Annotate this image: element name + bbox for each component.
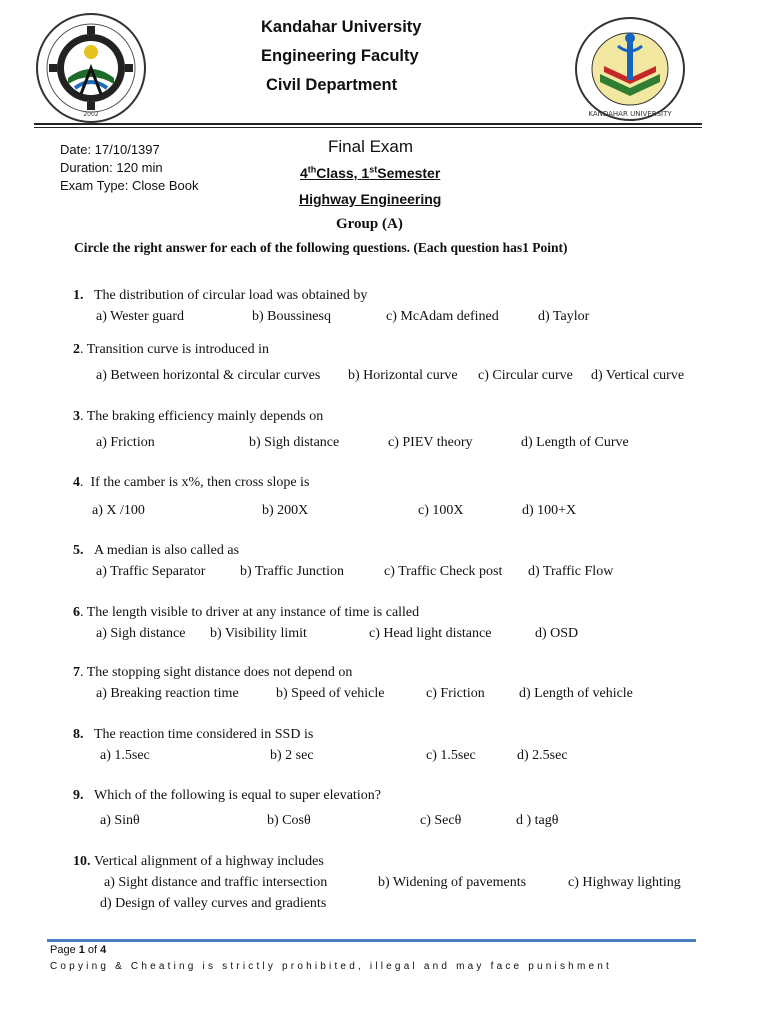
question-10 (73, 854, 324, 870)
q5-option-d[interactable]: d) Traffic Flow (528, 564, 614, 579)
q7-option-a[interactable]: a) Breaking reaction time (96, 686, 239, 701)
q6-option-b[interactable]: b) Visibility limit (210, 626, 307, 641)
page-of: of (84, 944, 101, 956)
footer-divider (47, 939, 696, 942)
header-divider-thin (34, 127, 702, 128)
question-number: 10. (73, 854, 91, 869)
q8-option-b[interactable]: b) 2 sec (270, 748, 314, 763)
question-text: The distribution of circular load was obtained by (94, 288, 368, 303)
question-number: 9. (73, 788, 84, 803)
q10-option-d[interactable]: d) Design of valley curves and gradients (100, 896, 327, 911)
class-label: Class, 1 (316, 165, 370, 181)
exam-duration: Duration: 120 min (60, 160, 163, 175)
header-divider-thick (34, 123, 702, 125)
question-text: . Transition curve is introduced in (80, 342, 269, 357)
exam-date: Date: 17/10/1397 (60, 142, 160, 157)
q9-option-a[interactable]: a) Sinθ (100, 813, 140, 828)
group-label: Group (A) (336, 216, 403, 232)
q6-option-a[interactable]: a) Sigh distance (96, 626, 186, 641)
q3-option-c[interactable]: c) PIEV theory (388, 435, 473, 450)
question-3 (73, 409, 323, 425)
q8-option-a[interactable]: a) 1.5sec (100, 748, 150, 763)
q3-option-a[interactable]: a) Friction (96, 435, 155, 450)
subject-title: Highway Engineering (299, 191, 442, 207)
question-text: A median is also called as (94, 543, 240, 558)
question-9 (73, 788, 381, 804)
question-text: . The length visible to driver at any instance of time is called (80, 605, 420, 620)
faculty-name: Engineering Faculty (261, 47, 419, 65)
q1-option-c[interactable]: c) McAdam defined (386, 309, 499, 324)
left-university-seal (35, 12, 147, 124)
q5-option-a[interactable]: a) Traffic Separator (96, 564, 206, 579)
q2-option-b[interactable]: b) Horizontal curve (348, 368, 458, 383)
question-number: 4 (73, 475, 80, 490)
question-number: 1. (73, 288, 84, 303)
exam-title: Final Exam (328, 137, 414, 156)
left-seal-year: 2002 (83, 111, 99, 118)
q4-option-a[interactable]: a) X /100 (92, 503, 145, 518)
page-number (50, 944, 106, 956)
q5-option-b[interactable]: b) Traffic Junction (240, 564, 344, 579)
q10-option-a[interactable]: a) Sight distance and traffic intersection (104, 875, 328, 890)
q2-option-a[interactable]: a) Between horizontal & circular curves (96, 368, 321, 383)
q4-option-c[interactable]: c) 100X (418, 503, 464, 518)
q6-option-c[interactable]: c) Head light distance (369, 626, 492, 641)
q7-option-b[interactable]: b) Speed of vehicle (276, 686, 385, 701)
footer-warning: Copying & Cheating is strictly prohibited, illegal and may face punishment (50, 961, 612, 972)
question-4 (73, 475, 309, 491)
question-number: 2 (73, 342, 80, 357)
q2-option-c[interactable]: c) Circular curve (478, 368, 573, 383)
q4-option-b[interactable]: b) 200X (262, 503, 309, 518)
q7-option-d[interactable]: d) Length of vehicle (519, 686, 633, 701)
page-prefix: Page (50, 944, 79, 956)
q8-option-c[interactable]: c) 1.5sec (426, 748, 476, 763)
question-text: Which of the following is equal to super elevation? (94, 788, 381, 803)
question-7 (73, 665, 352, 681)
page-total: 4 (100, 944, 107, 956)
class-ordinal-suffix: th (307, 164, 317, 175)
page-current: 1 (78, 944, 85, 956)
class-semester (300, 165, 440, 181)
q9-option-c[interactable]: c) Secθ (420, 813, 462, 828)
question-6 (73, 605, 419, 621)
q5-option-c[interactable]: c) Traffic Check post (384, 564, 503, 579)
q3-option-d[interactable]: d) Length of Curve (521, 435, 629, 450)
question-text: . The stopping sight distance does not depend on (80, 665, 353, 680)
question-number: 7 (73, 665, 80, 680)
question-5 (73, 543, 239, 559)
question-number: 6 (73, 605, 80, 620)
q6-option-d[interactable]: d) OSD (535, 626, 579, 641)
q1-option-d[interactable]: d) Taylor (538, 309, 590, 324)
q9-option-d[interactable]: d ) tagθ (516, 813, 559, 828)
q9-option-b[interactable]: b) Cosθ (267, 813, 311, 828)
university-name: Kandahar University (261, 18, 422, 36)
question-1 (73, 288, 367, 304)
q10-option-b[interactable]: b) Widening of pavements (378, 875, 527, 890)
question-text: . If the camber is x%, then cross slope is (80, 475, 310, 490)
question-text: Vertical alignment of a highway includes (94, 854, 324, 869)
semester-label: Semester (377, 165, 441, 181)
class-number: 4 (300, 165, 308, 181)
right-seal-text: KANDAHAR UNIVERSITY (588, 110, 672, 118)
question-8 (73, 727, 313, 743)
instruction-text: Circle the right answer for each of the following questions. (Each question has1 Point) (74, 240, 568, 255)
question-text: . The braking efficiency mainly depends on (80, 409, 324, 424)
q4-option-d[interactable]: d) 100+X (522, 503, 577, 518)
q10-option-c[interactable]: c) Highway lighting (568, 875, 681, 890)
right-university-seal (574, 16, 686, 122)
question-number: 3 (73, 409, 80, 424)
q2-option-d[interactable]: d) Vertical curve (591, 368, 685, 383)
q8-option-d[interactable]: d) 2.5sec (517, 748, 568, 763)
question-number: 5. (73, 543, 84, 558)
exam-type: Exam Type: Close Book (60, 178, 199, 193)
q7-option-c[interactable]: c) Friction (426, 686, 485, 701)
question-2 (73, 342, 269, 358)
department-name: Civil Department (266, 76, 398, 94)
semester-ordinal-suffix: st (369, 164, 378, 175)
question-number: 8. (73, 727, 84, 742)
q1-option-a[interactable]: a) Wester guard (96, 309, 185, 324)
q3-option-b[interactable]: b) Sigh distance (249, 435, 340, 450)
question-text: The reaction time considered in SSD is (94, 727, 314, 742)
q1-option-b[interactable]: b) Boussinesq (252, 309, 331, 324)
